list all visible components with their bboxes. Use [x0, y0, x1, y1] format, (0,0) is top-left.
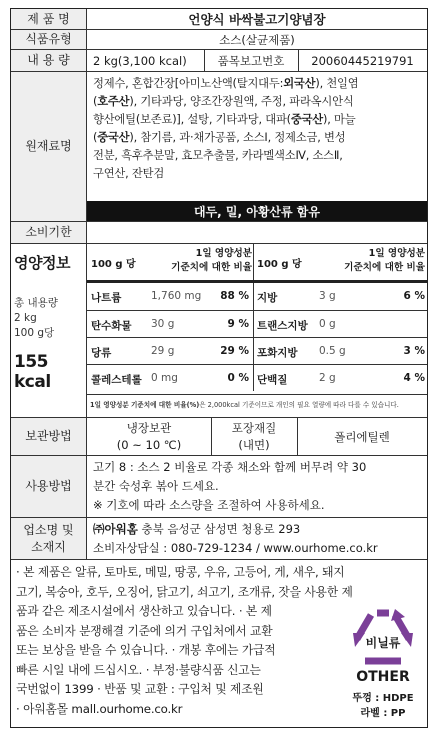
serving-total-value: 2 kg — [14, 312, 37, 324]
usage-line-2: 분간 숙성후 볶아 드세요. — [93, 479, 219, 493]
expiry-value — [87, 222, 427, 243]
expiry-row — [11, 222, 427, 244]
notice-line: 빠른 시일 내에 드십시오. · 부정·불량식품 신고는 — [16, 662, 261, 677]
nutrient-name: 나트륨 — [91, 292, 122, 304]
company-name: ㈜아워홈 — [93, 521, 138, 536]
usage-line-1: 고기 8 : 소스 2 비율로 각종 채소와 함께 버무려 약 30 — [93, 460, 367, 474]
recycle-other: OTHER — [356, 669, 410, 685]
company-row — [11, 518, 427, 560]
serving-info — [14, 296, 58, 341]
packaging-material: 폴리에틸렌 — [334, 429, 390, 444]
serving-per: 100 g당 — [14, 327, 55, 339]
packaging-label-1: 포장재질 — [231, 420, 277, 435]
product-name: 언양식 바싹불고기양념장 — [188, 12, 326, 27]
food-type-row — [11, 30, 427, 50]
nutrient-amount: 3 g — [319, 290, 336, 302]
nutrient-name: 단백질 — [257, 374, 288, 386]
company-address-text: 충북 음성군 삼성면 청용로 293 — [137, 521, 301, 536]
notice-line: 고기, 복숭아, 호두, 오징어, 닭고기, 쇠고기, 조개류, 잣을 사용한 제 — [16, 584, 353, 599]
notice-line: · 아워홈몰 mall.ourhome.co.kr — [16, 701, 183, 716]
expiry-label: 소비기한 — [11, 222, 87, 243]
storage-method — [87, 418, 211, 455]
dv-header-right-2: 기준치에 대한 비율 — [344, 262, 425, 273]
report-number-label: 품목보고번호 — [217, 53, 285, 68]
nutrient-amount: 2 g — [319, 372, 336, 384]
nutrient-percent: 29 % — [220, 345, 249, 357]
nutrient-amount: 1,760 mg — [151, 290, 202, 302]
nutrient-name: 탄수화물 — [91, 320, 132, 332]
notice-line: · 본 제품은 알류, 토마토, 메밀, 땅콩, 우유, 고등어, 게, 새우, 돼지 — [16, 565, 345, 579]
serving-total-label: 총 내용량 — [14, 297, 58, 309]
usage-line-3: ※ 기호에 따라 소스량을 조절하여 사용하세요. — [93, 498, 325, 512]
food-label — [10, 8, 428, 728]
dv-header-right — [344, 244, 425, 280]
usage-row — [11, 456, 427, 518]
ingredient-line: 향산에틸(보존료)], 설탕, 기타과당, 대파(중국산), 마늘 — [93, 113, 356, 127]
nutrient-percent: 4 % — [403, 372, 425, 384]
usage-label: 사용방법 — [11, 456, 87, 517]
nutrient-amount: 30 g — [151, 318, 175, 330]
product-label: 제 품 명 — [11, 9, 87, 29]
capacity-value: 2 kg(3,100 kcal) — [93, 53, 187, 68]
usage-text — [87, 456, 427, 517]
notice-line: 품은 소비자 분쟁해결 기준에 의거 구입처에서 교환 — [16, 623, 273, 638]
ingredient-line: 정제수, 혼합간장[아미노산액(탈지대두:외국산), 천일염 — [93, 77, 359, 90]
packaging-label — [211, 418, 297, 455]
nutrient-amount: 0 g — [319, 318, 336, 330]
food-type-label: 식품유형 — [11, 30, 87, 49]
dv-header-left-2: 기준치에 대한 비율 — [171, 262, 252, 273]
nutrient-percent: 9 % — [227, 318, 249, 330]
ingredients-row — [11, 72, 427, 222]
company-label-2: 소재지 — [31, 539, 66, 554]
nutrition-row — [11, 244, 427, 418]
ingredient-line: (중국산), 참기름, 과·채가공품, 소스Ⅰ, 정제소금, 변성 — [93, 131, 346, 145]
product-row — [11, 9, 427, 30]
nutrient-name: 트랜스지방 — [257, 320, 308, 332]
company-label — [11, 518, 87, 559]
recycle-label-material: 라벨 : PP — [360, 708, 406, 719]
nutrient-amount: 29 g — [151, 345, 175, 357]
nutrition-title: 영양정보 — [14, 254, 70, 272]
footnote-bold: 1일 영양성분 기준치에 대한 비율(%) — [90, 401, 200, 409]
per-left: 100 g 당 — [91, 258, 136, 270]
company-label-1: 업소명 및 — [23, 523, 74, 538]
storage-method-1: 냉장보관 — [126, 420, 172, 435]
ingredients-label: 원재료명 — [11, 72, 87, 221]
nutrient-percent: 6 % — [403, 290, 425, 302]
storage-label: 보관방법 — [11, 418, 87, 455]
notice-line: 또는 보상을 받을 수 있습니다. · 개봉 후에는 가급적 — [16, 643, 276, 657]
recycle-mark-text: 비닐류 — [365, 636, 401, 650]
recycle-triangle-icon — [343, 607, 423, 669]
ingredients-text — [87, 72, 427, 221]
nutrient-name: 지방 — [257, 292, 278, 304]
nutrient-name: 포화지방 — [257, 347, 298, 359]
nutrient-name: 콜레스테롤 — [91, 374, 142, 386]
allergy-banner: 대두, 밀, 아황산류 함유 — [87, 201, 427, 221]
food-type-value: 소스(살균제품) — [219, 32, 295, 47]
ingredient-line: 전분, 흑후추분말, 효모추출물, 카라멜색소Ⅳ, 소스Ⅱ, — [93, 149, 343, 163]
nutrient-amount: 0 mg — [151, 372, 178, 384]
kcal-value: 155 kcal — [14, 352, 51, 392]
nutrient-percent: 88 % — [220, 290, 249, 302]
capacity-label: 내 용 량 — [11, 50, 87, 71]
storage-method-2: (0 ~ 10 ℃) — [116, 437, 182, 452]
notice-line: 품과 같은 제조시설에서 생산하고 있습니다. · 본 제 — [16, 604, 272, 618]
nutrition-table — [87, 244, 427, 417]
notice-line: 국번없이 1399 · 반품 및 교환 : 구입처 및 제조원 — [16, 682, 264, 696]
per-right: 100 g 당 — [257, 258, 302, 270]
dv-header-right-1: 1일 영양성분 — [368, 248, 425, 259]
ingredient-line: (호주산), 기타과당, 양조간장원액, 주정, 파라옥시안식 — [93, 95, 354, 109]
capacity-row — [11, 50, 427, 72]
company-contact: 소비자상담실 : 080-729-1234 / www.ourhome.co.kr — [93, 540, 378, 555]
company-address — [93, 520, 300, 539]
recycle-mark — [343, 607, 423, 719]
recycle-lid: 뚜껑 : HDPE — [352, 693, 414, 704]
nutrient-name: 당류 — [91, 347, 112, 359]
nutrition-side — [11, 244, 87, 417]
nutrient-percent: 0 % — [227, 372, 249, 384]
nutrient-amount: 0.5 g — [319, 345, 346, 357]
dv-header-left-1: 1일 영양성분 — [195, 248, 252, 259]
ingredient-line: 구연산, 잔탄검 — [93, 167, 165, 181]
nutrition-footnote — [90, 399, 399, 409]
footnote-text: 은 2,000kcal 기준이므로 개인의 필요 열량에 따라 다를 수 있습니다. — [199, 401, 399, 409]
nutrient-percent: 3 % — [403, 345, 425, 357]
company-info — [87, 518, 427, 559]
storage-row — [11, 418, 427, 456]
packaging-label-2: (내면) — [238, 437, 270, 452]
dv-header-left — [171, 244, 252, 280]
report-number-value: 20060445219791 — [311, 53, 414, 68]
